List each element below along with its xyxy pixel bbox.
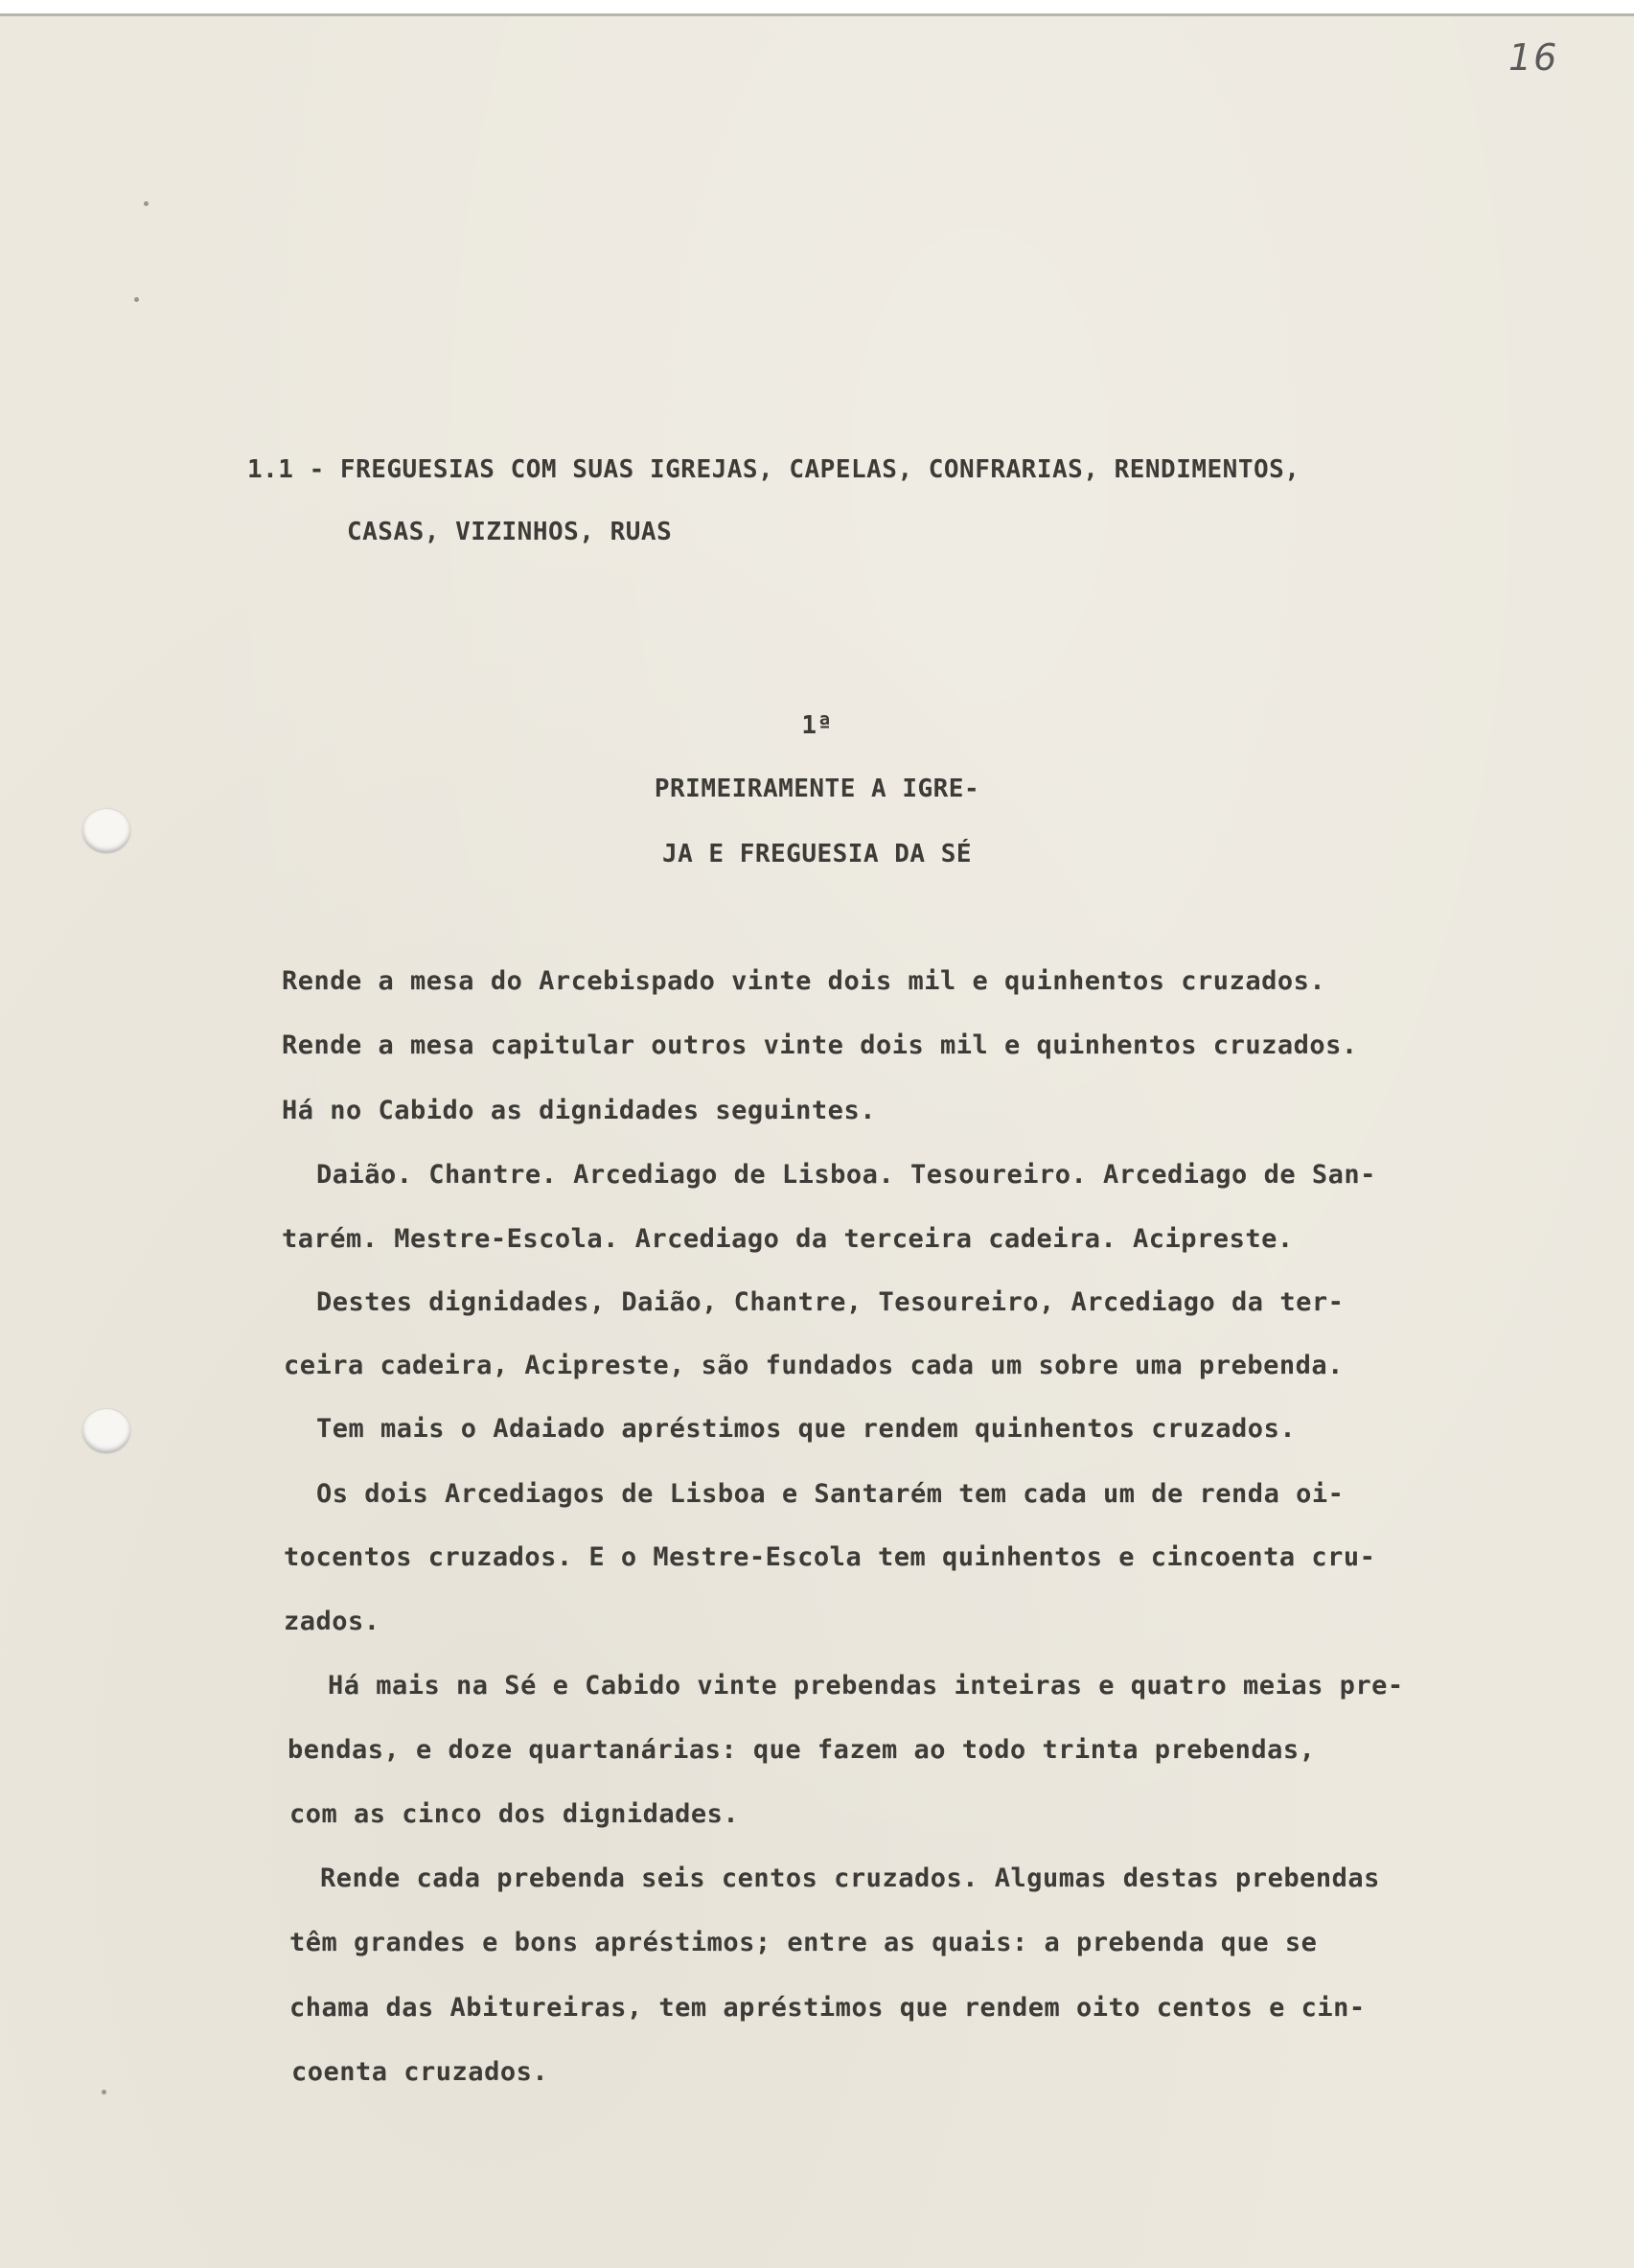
body-line: tarém. Mestre-Escola. Arcediago da terceira cadeira. Acipreste.: [282, 1224, 1294, 1254]
paper-speck: [102, 2090, 106, 2094]
body-line: Rende a mesa capitular outros vinte dois mil e quinhentos cruzados.: [282, 1030, 1358, 1060]
scan-edge-rule: [0, 13, 1634, 16]
body-line: coenta cruzados.: [291, 2057, 549, 2087]
body-line: Destes dignidades, Daião, Chantre, Tesoureiro, Arcediago da ter-: [316, 1287, 1345, 1317]
punch-hole: [82, 1409, 130, 1453]
paper-speck: [144, 201, 149, 206]
body-line: chama das Abitureiras, tem apréstimos que rendem oito centos e cin-: [289, 1993, 1366, 2023]
body-line: zados.: [284, 1607, 380, 1636]
section-number: 1ª: [801, 711, 833, 740]
heading-line-2: CASAS, VIZINHOS, RUAS: [347, 518, 673, 546]
body-line: ceira cadeira, Acipreste, são fundados cada um sobre uma prebenda.: [284, 1351, 1344, 1380]
handwritten-page-number: 16: [1508, 36, 1559, 79]
body-line: Há mais na Sé e Cabido vinte prebendas inteiras e quatro meias pre-: [328, 1671, 1404, 1701]
body-line: com as cinco dos dignidades.: [289, 1799, 740, 1829]
body-line: Rende cada prebenda seis centos cruzados. Algumas destas prebendas: [320, 1863, 1380, 1893]
heading-line-1: 1.1 - FREGUESIAS COM SUAS IGREJAS, CAPELAS, CONFRARIAS, RENDIMENTOS,: [247, 455, 1300, 484]
body-line: têm grandes e bons apréstimos; entre as quais: a prebenda que se: [289, 1928, 1318, 1957]
body-line: bendas, e doze quartanárias: que fazem ao todo trinta prebendas,: [288, 1735, 1316, 1765]
section-title-line-2: JA E FREGUESIA DA SÉ: [661, 840, 973, 868]
body-line: Rende a mesa do Arcebispado vinte dois mil e quinhentos cruzados.: [282, 966, 1326, 996]
body-line: Os dois Arcediagos de Lisboa e Santarém tem cada um de renda oi-: [316, 1479, 1345, 1509]
paper-speck: [134, 297, 139, 302]
body-line: Há no Cabido as dignidades seguintes.: [282, 1096, 876, 1125]
body-line: tocentos cruzados. E o Mestre-Escola tem quinhentos e cincoenta cru-: [284, 1542, 1376, 1572]
body-line: Tem mais o Adaiado apréstimos que rendem quinhentos cruzados.: [316, 1414, 1297, 1444]
body-line: Daião. Chantre. Arcediago de Lisboa. Tesoureiro. Arcediago de San-: [316, 1160, 1376, 1190]
section-title-line-1: PRIMEIRAMENTE A IGRE-: [654, 775, 980, 803]
